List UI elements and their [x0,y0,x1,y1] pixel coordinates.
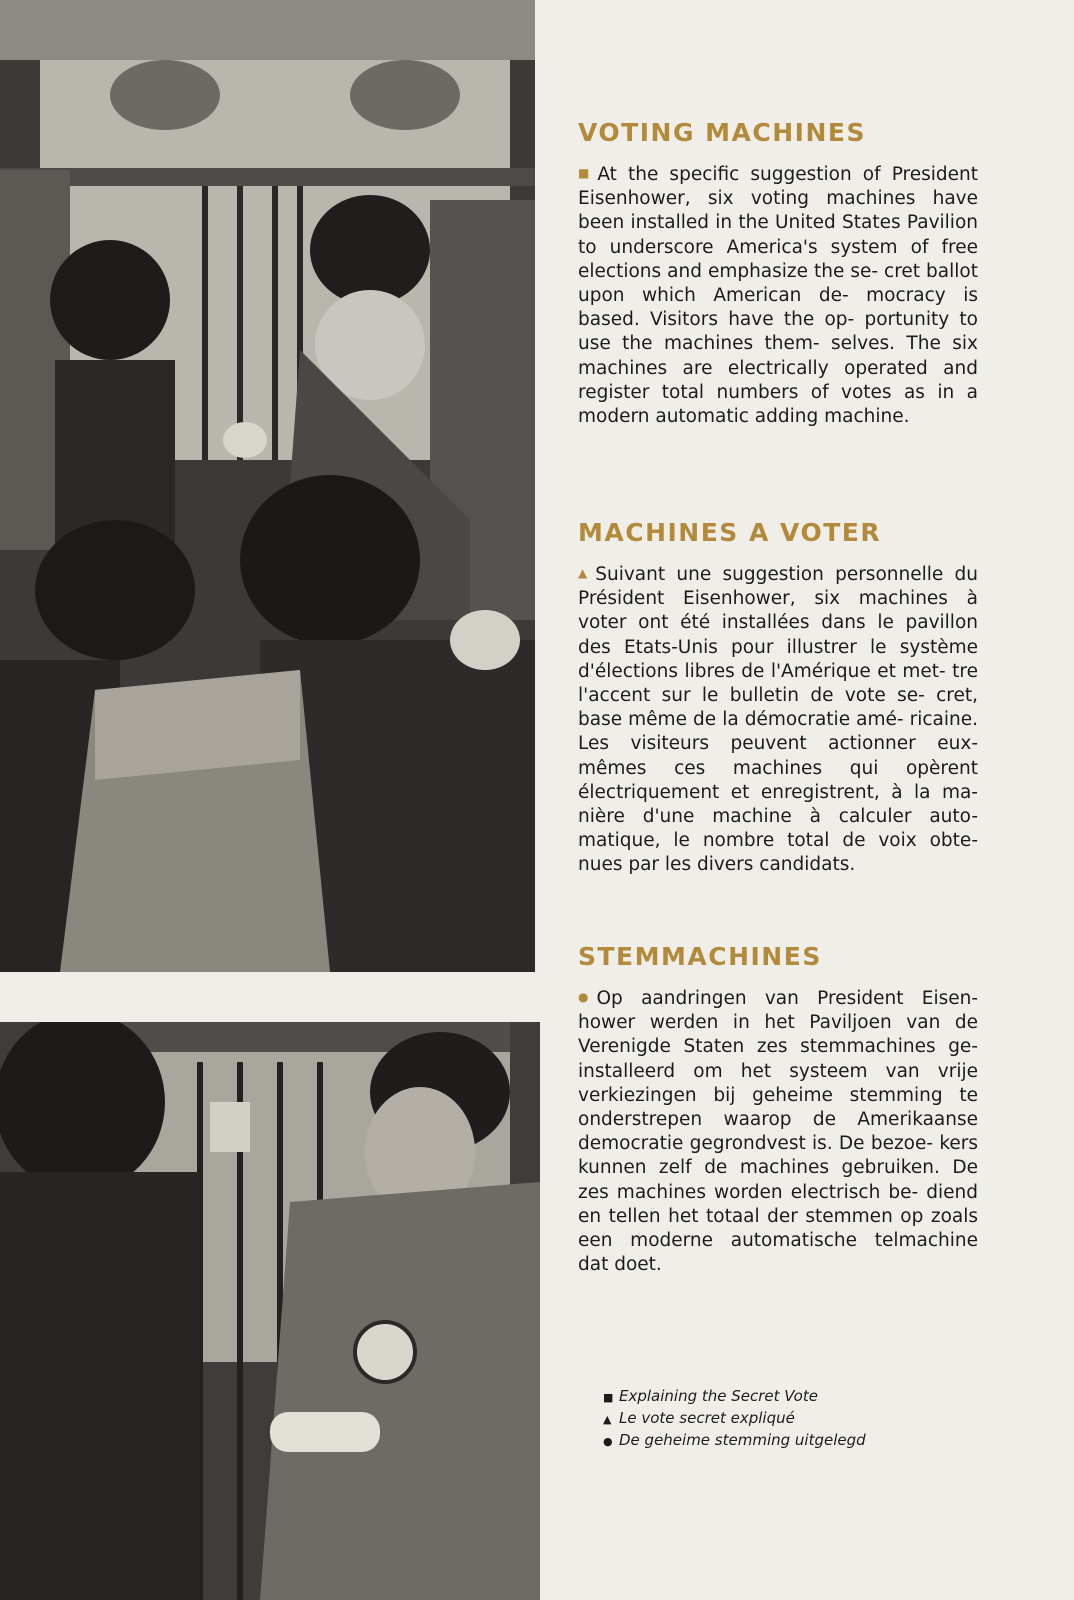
heading-stemmachines: STEMMACHINES [578,942,822,971]
heading-machines-a-voter: MACHINES A VOTER [578,518,882,547]
caption-dutch-text: De geheime stemming uitgelegd [619,1431,866,1449]
photo-top-illustration [0,0,535,972]
paragraph-english-text: At the specific suggestion of President Eisenhower, six voting machines have been installed in the United States Pavilion to underscore America's system of free elections and emphasize the se- cret ballot upon which American de- mocracy is based. Visitors have the op- portunity to use the machines them- selves. The six machines are electrically operated and register total numbers of votes as in a modern automatic adding machine. [578,164,978,428]
paragraph-dutch-text: Op aandringen van President Eisen- hower werden in het Paviljoen van de Verenigde Staten zes stemmachines ge- installeerd om het systeem van vrije verkiezingen bij geheime stemming te onderstrepen waarop de Amerikaanse democratie gegrondvest is. De bezoe- kers kunnen zelf de machines gebruiken. De zes machines worden electrisch be- diend en tellen het totaal der stemmen op zoals een moderne automatische telmachine dat doet. [578,988,978,1276]
photo-gap [0,972,540,1022]
triangle-bullet-icon: ▲ [603,1413,612,1426]
photo-captions [603,1386,866,1452]
section-dutch [578,942,978,1277]
caption-english-text: Explaining the Secret Vote [619,1387,818,1405]
section-french [578,518,978,878]
paragraph-french [578,561,978,878]
triangle-bullet-icon: ▲ [578,566,588,580]
voting-machine-photo-bottom [0,1022,540,1600]
section-english [578,118,978,429]
paragraph-french-text: Suivant une suggestion personnelle du Président Eisenhower, six machines à voter ont été installées dans le pavillon des Etats-Unis pour illustrer le système d'élections libres de l'Amérique et met- tre l'accent sur le bulletin de vote se- cret, base même de la démocratie amé- ricaine. Les visiteurs peuvent actionner eux-mêmes ces machines qui opèrent électriquement et enregistrent, à la ma- nière d'une machine à calculer auto- matique, le nombre total de voix obte- nues par les divers candidats. [578,564,978,876]
caption-french [603,1408,866,1430]
square-bullet-icon: ■ [603,1391,614,1404]
circle-bullet-icon: ● [603,1435,613,1448]
heading-voting-machines: VOTING MACHINES [578,118,866,147]
paragraph-english [578,161,978,429]
photo-bottom-illustration [0,1022,540,1600]
caption-dutch [603,1430,866,1452]
caption-english [603,1386,866,1408]
square-bullet-icon: ■ [578,166,590,180]
voting-machine-photo-top [0,0,535,972]
caption-french-text: Le vote secret expliqué [619,1409,795,1427]
circle-bullet-icon: ● [578,990,589,1004]
paragraph-dutch [578,985,978,1277]
